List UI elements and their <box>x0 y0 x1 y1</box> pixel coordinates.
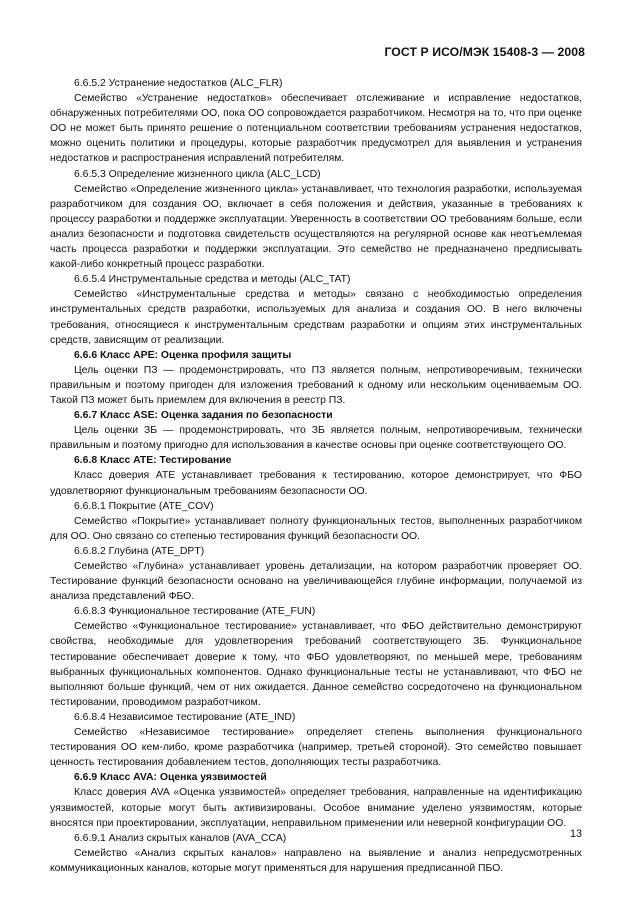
body-paragraph: Семейство «Покрытие» устанавливает полноту функциональных тестов, выполненных разработчиком для ОО. Оно связано со степенью тестирования функций безопасности ОО. <box>50 515 582 542</box>
body-paragraph: Семейство «Глубина» устанавливает уровень детализации, на котором разработчик проверяет ОО. Тестирование функций безопасности основано на увеличивающейся глубине информации, получаемой из анализа представлений ФБО. <box>50 561 582 603</box>
page-number: 13 <box>569 828 582 840</box>
body-paragraph: Семейство «Устранение недостатков» обеспечивает отслеживание и исправление недостатков, обнаруженных потребителями ОО, пока ОО сопровождается разработчиком. Несмотря на то, что при оценке ОО не может быть принято решение о потенциальном соответствии требованиям устранения недостатков, можно оценить политики и процедуры, которые разработчик предусмотрел для выявления и устранения недостатков и распространения исправлений потребителям. <box>50 93 582 165</box>
document-body <box>50 76 582 876</box>
body-paragraph: Класс доверия ATE устанавливает требования к тестированию, которое демонстрирует, что ФБО удовлетворяют функциональным требованиям безопасности ОО. <box>50 470 582 497</box>
body-paragraph: Семейство «Анализ скрытых каналов» направлено на выявление и анализ непредусмотренных коммуникационных каналов, которые могут применяться для нарушения предписанной ПБО. <box>50 847 582 874</box>
body-paragraph: Семейство «Определение жизненного цикла» устанавливает, что технология разработки, используемая разработчиком для создания ОО, включает в себя положения и действия, указанные в требованиях к процессу разработки и поддержке эксплуатации. Уверенность в соответствии ОО требованиям больше, если анализ безопасности и подготовка свидетельств осуществляются на регулярной основе как неотъемлемая часть процесса разработки и поддержки эксплуатации. Это семейство не предназначено предписывать какой-либо конкретный процесс разработки. <box>50 183 582 271</box>
subsection-heading: 6.6.8.3 Функциональное тестирование (ATE_FUN) <box>74 606 316 618</box>
section-heading: 6.6.9 Класс AVA: Оценка уязвимостей <box>74 772 267 784</box>
subsection-heading: 6.6.9.1 Анализ скрытых каналов (AVA_CCA) <box>74 832 287 844</box>
body-paragraph: Семейство «Инструментальные средства и методы» связано с необходимостью определения инструментальных средств разработки, используемых для анализа и создания ОО. В него включены требования, относящиеся к инструментальным средствам разработки и опциям этих инструментальных средств, зависящим от реализации. <box>50 289 582 346</box>
body-paragraph: Семейство «Независимое тестирование» определяет степень выполнения функционального тестирования ОО кем-либо, кроме разработчика (например, третьей стороной). Это семейство повышает ценность тестирования добавлением тестов, дополняющих тесты разработчика. <box>50 727 582 769</box>
subsection-heading: 6.6.5.4 Инструментальные средства и методы (ALC_TAT) <box>74 274 351 286</box>
subsection-heading: 6.6.8.4 Независимое тестирование (ATE_IND) <box>74 711 296 723</box>
section-heading: 6.6.8 Класс ATE: Тестирование <box>74 455 232 467</box>
body-paragraph: Семейство «Функциональное тестирование» устанавливает, что ФБО действительно демонстрируют свойства, необходимые для удовлетворения требований соответствующего ЗБ. Функциональное тестирование обеспечивает доверие к тому, что ФБО удовлетворяют, по меньшей мере, требованиям выбранных функциональных компонентов. Однако функциональные тесты не устанавливают, что ФБО не выполняют больше функций, чем от них ожидается. Данное семейство сосредоточено на функциональном тестировании, проводимом разработчиком. <box>50 621 582 708</box>
section-heading: 6.6.6 Класс APE: Оценка профиля защиты <box>74 349 292 361</box>
document-header: ГОСТ Р ИСО/МЭК 15408-3 — 2008 <box>384 45 585 59</box>
subsection-heading: 6.6.5.3 Определение жизненного цикла (ALC_LCD) <box>74 168 321 180</box>
section-heading: 6.6.7 Класс ASE: Оценка задания по безопасности <box>74 410 333 422</box>
body-paragraph: Класс доверия AVA «Оценка уязвимостей» определяет требования, направленные на идентификацию уязвимостей, которые могут быть активизированы. Особое внимание уделено уязвимостям, которые вносятся при проектировании, эксплуатации, неправильном применении или неверной конфигурации ОО. <box>50 787 582 829</box>
body-paragraph: Цель оценки ЗБ — продемонстрировать, что ЗБ является полным, непротиворечивым, технически правильным и поэтому пригодно для использования в качестве основы при оценке соответствующего ОО. <box>50 425 582 452</box>
subsection-heading: 6.6.8.1 Покрытие (ATE_COV) <box>74 500 214 512</box>
subsection-heading: 6.6.5.2 Устранение недостатков (ALC_FLR) <box>74 78 283 89</box>
subsection-heading: 6.6.8.2 Глубина (ATE_DPT) <box>74 545 205 557</box>
body-paragraph: Цель оценки ПЗ — продемонстрировать, что ПЗ является полным, непротиворечивым, технически правильным и поэтому пригоден для изложения требований к одному или нескольким оцениваемым ОО. Такой ПЗ может быть приемлем для включения в реестр ПЗ. <box>50 364 582 406</box>
